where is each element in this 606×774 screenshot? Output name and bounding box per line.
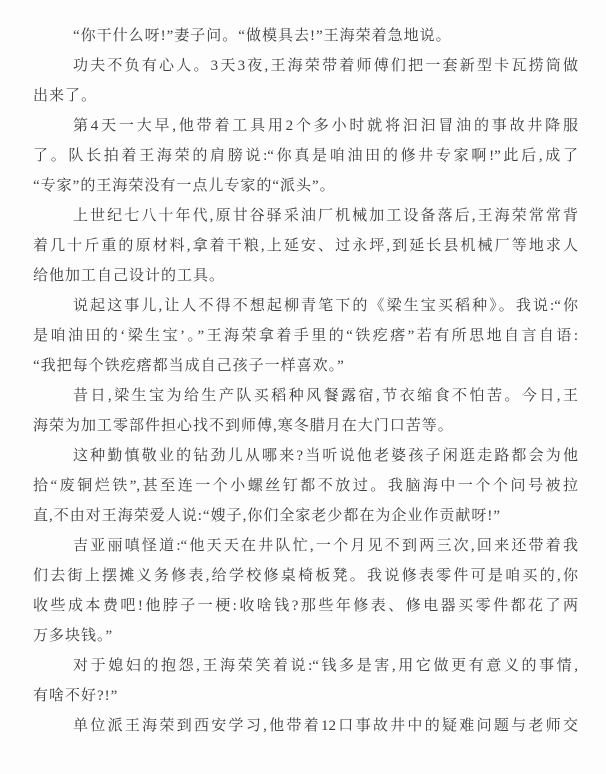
text-line: 功夫不负有心人。3天3夜,王海荣带着师傅们把一套新型卡瓦捞筒做 (73, 58, 578, 74)
paragraph (33, 651, 578, 711)
text-line: 是咱油田的‘梁生宝’。”王海荣拿着手里的“铁疙瘩”若有所思地自言自语: (33, 328, 578, 344)
text-line: “我把每个铁疙瘩都当成自己孩子一样喜欢。” (33, 358, 345, 374)
text-line: 单位派王海荣到西安学习,他带着12口事故井中的疑难问题与老师交 (73, 718, 578, 734)
paragraph (33, 21, 578, 51)
paragraph (33, 51, 578, 111)
paragraph (33, 201, 578, 291)
text-line: 直,不由对王海荣爱人说:“嫂子,你们全家老少都在为企业作贡献呀!” (33, 508, 501, 524)
text-line: 对于媳妇的抱怨,王海荣笑着说:“钱多是害,用它做更有意义的事情, (73, 658, 578, 674)
text-line: 着几十斤重的原材料,拿着干粮,上延安、过永坪,到延长县机械厂等地求人 (33, 238, 578, 254)
text-line: 给他加工自己设计的工具。 (33, 268, 226, 284)
text-line: 说起这事儿,让人不得不想起柳青笔下的《梁生宝买稻种》。我说:“你 (73, 298, 578, 314)
text-line: 第4天一大早,他带着工具用2个多小时就将汩汩冒油的事故井降服 (73, 118, 578, 134)
paragraph (33, 381, 578, 441)
paragraph (33, 291, 578, 381)
paragraph (33, 111, 578, 201)
text-line: 这种勤慎敬业的钻劲儿从哪来?当听说他老婆孩子闲逛走路都会为他 (73, 448, 578, 464)
text-line: “你干什么呀!”妻子问。“做模具去!”王海荣着急地说。 (73, 28, 452, 44)
text-line: 昔日,梁生宝为给生产队买稻种风餐露宿,节衣缩食不怕苦。今日,王 (73, 388, 578, 404)
paragraph (33, 711, 578, 741)
text-line: 海荣为加工零部件担心找不到师傅,寒冬腊月在大门口苦等。 (33, 418, 454, 434)
text-line: 吉亚丽嗔怪道:“他天天在井队忙,一个月见不到两三次,回来还带着我 (73, 538, 578, 554)
paragraph (33, 441, 578, 531)
paragraph (33, 531, 578, 651)
text-line: 万多块钱。” (33, 628, 114, 644)
text-line: 收些成本费吧!他脖子一梗:收啥钱?那些年修表、修电器买零件都花了两 (33, 598, 578, 614)
text-line: 有啥不好?!” (33, 688, 119, 704)
text-line: 拾“废铜烂铁”,甚至连一个小螺丝钉都不放过。我脑海中一个个问号被拉 (33, 478, 578, 494)
text-line: 们去街上摆摊义务修表,给学校修桌椅板凳。我说修表零件可是咱买的,你 (33, 568, 578, 584)
article-text (33, 21, 578, 741)
text-line: 出来了。 (33, 88, 98, 104)
text-line: “专家”的王海荣没有一点儿专家的“派头”。 (33, 178, 336, 194)
text-line: 了。队长拍着王海荣的肩膀说:“你真是咱油田的修井专家啊!”此后,成了 (33, 148, 578, 164)
text-line: 上世纪七八十年代,原甘谷驿采油厂机械加工设备落后,王海荣常常背 (73, 208, 578, 224)
